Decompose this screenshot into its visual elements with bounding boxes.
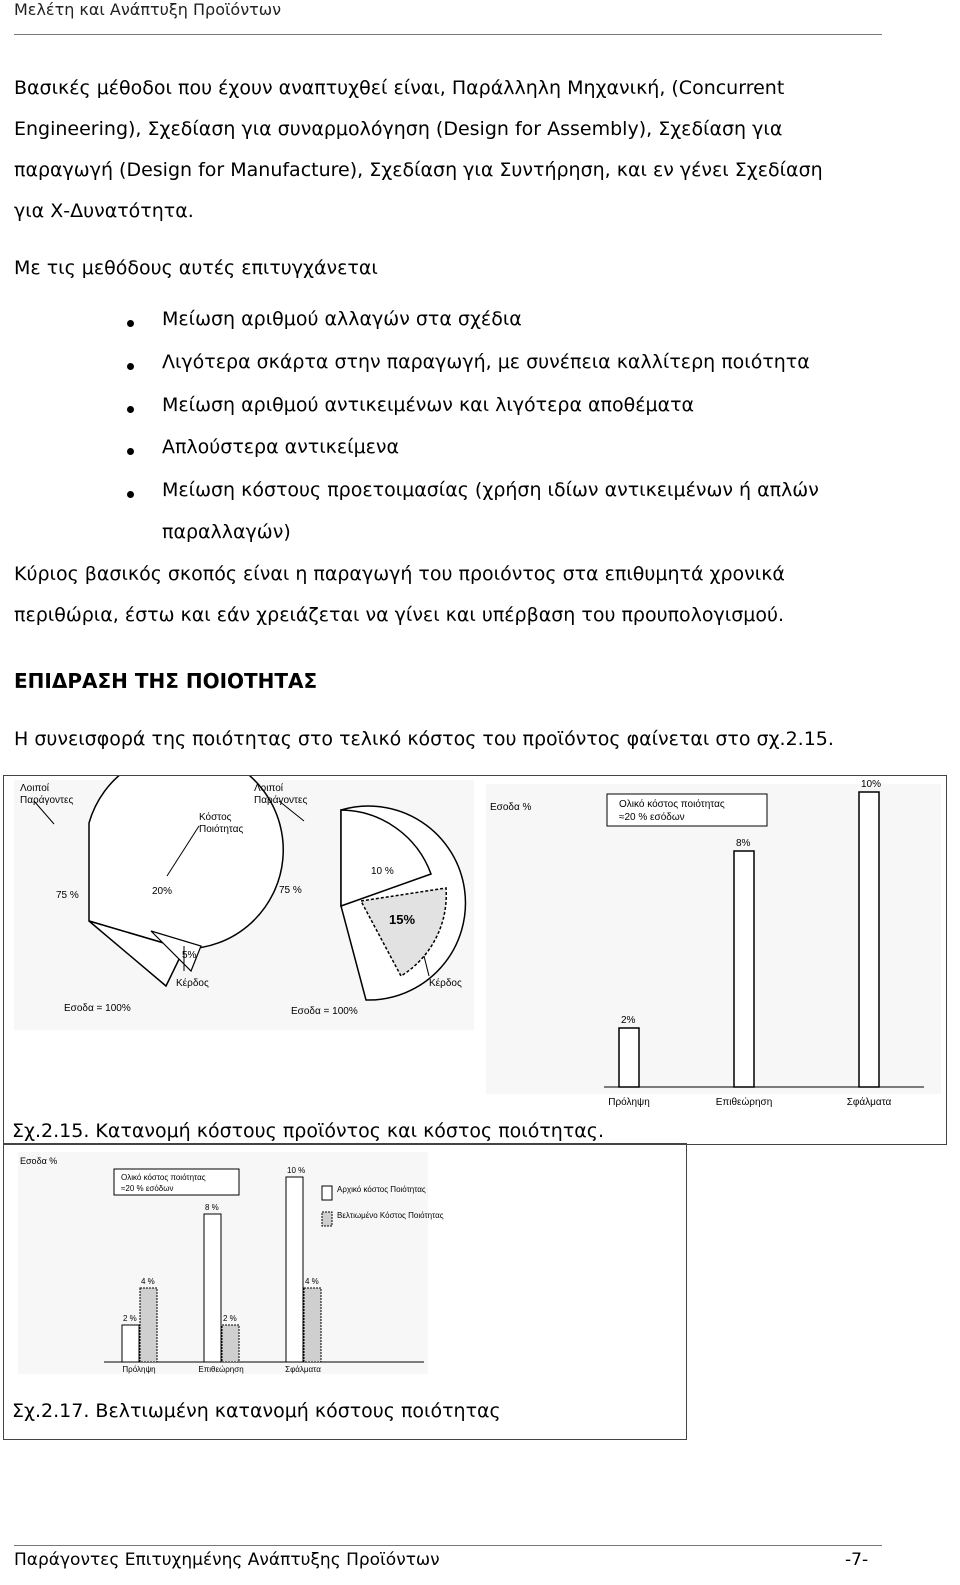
bullet-marker [127, 363, 134, 370]
bar-original [286, 1177, 303, 1362]
bar2-ylabel: Εσοδα % [20, 1156, 58, 1166]
bar-improved [222, 1325, 239, 1362]
bar-data-label: 10 % [287, 1166, 306, 1175]
header-rule [14, 34, 882, 35]
bar-data-label: 8 % [205, 1203, 219, 1212]
figure-2-15-caption: Σχ.2.15. Κατανομή κόστους προϊόντος και κόστος ποιότητας. [12, 1120, 604, 1142]
figure-2-17-graphic [4, 1144, 686, 1379]
pie1-total: Εσοδα = 100% [64, 1003, 131, 1014]
intro-line-1: Βασικές μέθοδοι που έχουν αναπτυχθεί είναι, Παράλληλη Μηχανική, (Concurrent [14, 77, 785, 99]
intro-line-2: Engineering), Σχεδίαση για συναρμολόγηση (Design for Assembly), Σχεδίαση για [14, 118, 783, 140]
bar-data-label: 2% [621, 1015, 636, 1026]
goal-line-2: περιθώρια, έστω και εάν χρειάζεται να γίνει και υπέρβαση του προυπολογισμού. [14, 604, 785, 626]
pie2-label-other: Παράγοντες [254, 795, 308, 806]
footer-rule [14, 1545, 882, 1546]
bar [619, 1028, 639, 1087]
pie1-data-label: 5% [182, 950, 197, 961]
bullet-marker [127, 448, 134, 455]
pie2-total: Εσοδα = 100% [291, 1006, 358, 1017]
bullet-marker [127, 491, 134, 498]
intro-line-3: παραγωγή (Design for Manufacture), Σχεδίαση για Συντήρηση, και εν γένει Σχεδίαση [14, 159, 823, 181]
goal-line-1: Κύριος βασικός σκοπός είναι η παραγωγή του προιόντος στα επιθυμητά χρονικά [14, 563, 785, 585]
bullet-item: Μείωση αριθμού αντικειμένων και λιγότερα αποθέματα [162, 394, 695, 416]
running-header: Μελέτη και Ανάπτυξη Προϊόντων [14, 0, 282, 19]
bar2-legend-series: Βελτιωμένο Κόστος Ποιότητας [337, 1211, 444, 1220]
section-text: Η συνεισφορά της ποιότητας στο τελικό κόστος του προϊόντος φαίνεται στο σχ.2.15. [14, 728, 834, 750]
pie1-label-other: Παράγοντες [20, 795, 74, 806]
figure-2-15-graphic [4, 776, 946, 1144]
bar-improved [304, 1288, 321, 1362]
pie1-data-label: 75 % [56, 890, 79, 901]
bar-data-label: 4 % [305, 1277, 319, 1286]
pie1-label-quality: Κόστος [199, 812, 232, 823]
pie1-data-label: 20% [152, 886, 173, 897]
bullet-marker [127, 406, 134, 413]
figure-2-17-caption: Σχ.2.17. Βελτιωμένη κατανομή κόστους ποιότητας [12, 1400, 501, 1422]
bar-data-label: 2 % [223, 1314, 237, 1323]
bar-category-label: Επιθεώρηση [198, 1365, 244, 1374]
bar-category-label: Σφάλματα [285, 1365, 321, 1374]
figure-2-17 [3, 1143, 687, 1440]
bar-data-label: 10% [861, 779, 882, 790]
pie2-label-profit: Κέρδος [429, 978, 462, 989]
bar-category-label: Πρόληψη [608, 1097, 650, 1108]
bar-original [122, 1325, 139, 1362]
bar-data-label: 4 % [141, 1277, 155, 1286]
bullet-item: Μείωση αριθμού αλλαγών στα σχέδια [162, 308, 522, 330]
bar2-legend-text: Ολικό κόστος ποιότητας [121, 1173, 206, 1182]
bar-original [204, 1214, 221, 1362]
bullet-item: Μείωση κόστους προετοιμασίας (χρήση ιδίων αντικειμένων ή απλών [162, 479, 819, 501]
legend-swatch-improved [322, 1212, 332, 1226]
bullet-marker [127, 320, 134, 327]
section-heading: ΕΠΙΔΡΑΣΗ ΤΗΣ ΠΟΙΟΤΗΤΑΣ [14, 669, 318, 693]
intro-line-4: για Χ-Δυνατότητα. [14, 200, 194, 222]
bar-improved [140, 1288, 157, 1362]
methods-lead: Με τις μεθόδους αυτές επιτυγχάνεται [14, 257, 378, 279]
bar-category-label: Πρόληψη [122, 1365, 156, 1374]
pie2-data-label: 15% [389, 912, 416, 927]
bar-chart-1 [486, 779, 941, 1108]
bullet-item-continuation: παραλλαγών) [162, 521, 291, 543]
pie1-label-quality: Ποιότητας [199, 824, 244, 835]
bullet-item: Λιγότερα σκάρτα στην παραγωγή, με συνέπεια καλλίτερη ποιότητα [162, 351, 810, 373]
pie1-label-profit: Κέρδος [176, 978, 209, 989]
bar-category-label: Σφάλματα [846, 1097, 892, 1108]
pie1-label-other: Λοιποί [20, 783, 50, 794]
bar-data-label: 2 % [123, 1314, 137, 1323]
bar1-legend-text: Ολικό κόστος ποιότητας [619, 799, 725, 810]
bar2-legend-text: ≈20 % εσόδων [121, 1184, 174, 1193]
bar2-legend-series: Αρχικό κόστος Ποιότητας [337, 1185, 426, 1194]
bar [734, 851, 754, 1087]
footer-title: Παράγοντες Επιτυχημένης Ανάπτυξης Προϊόντων [14, 1550, 440, 1570]
legend-swatch-original [322, 1186, 332, 1200]
bar-data-label: 8% [736, 838, 751, 849]
bar1-legend-text: ≈20 % εσόδων [619, 812, 685, 823]
bar1-ylabel: Εσοδα % [490, 802, 532, 813]
bar-category-label: Επιθεώρηση [715, 1097, 773, 1108]
bar [859, 792, 879, 1087]
figure-2-15 [3, 775, 947, 1145]
page-number: -7- [845, 1550, 869, 1570]
pie2-data-label: 75 % [279, 885, 302, 896]
bullet-item: Απλούστερα αντικείμενα [162, 436, 400, 458]
pie2-data-label: 10 % [371, 866, 394, 877]
pie2-label-other: Λοιποί [254, 783, 284, 794]
